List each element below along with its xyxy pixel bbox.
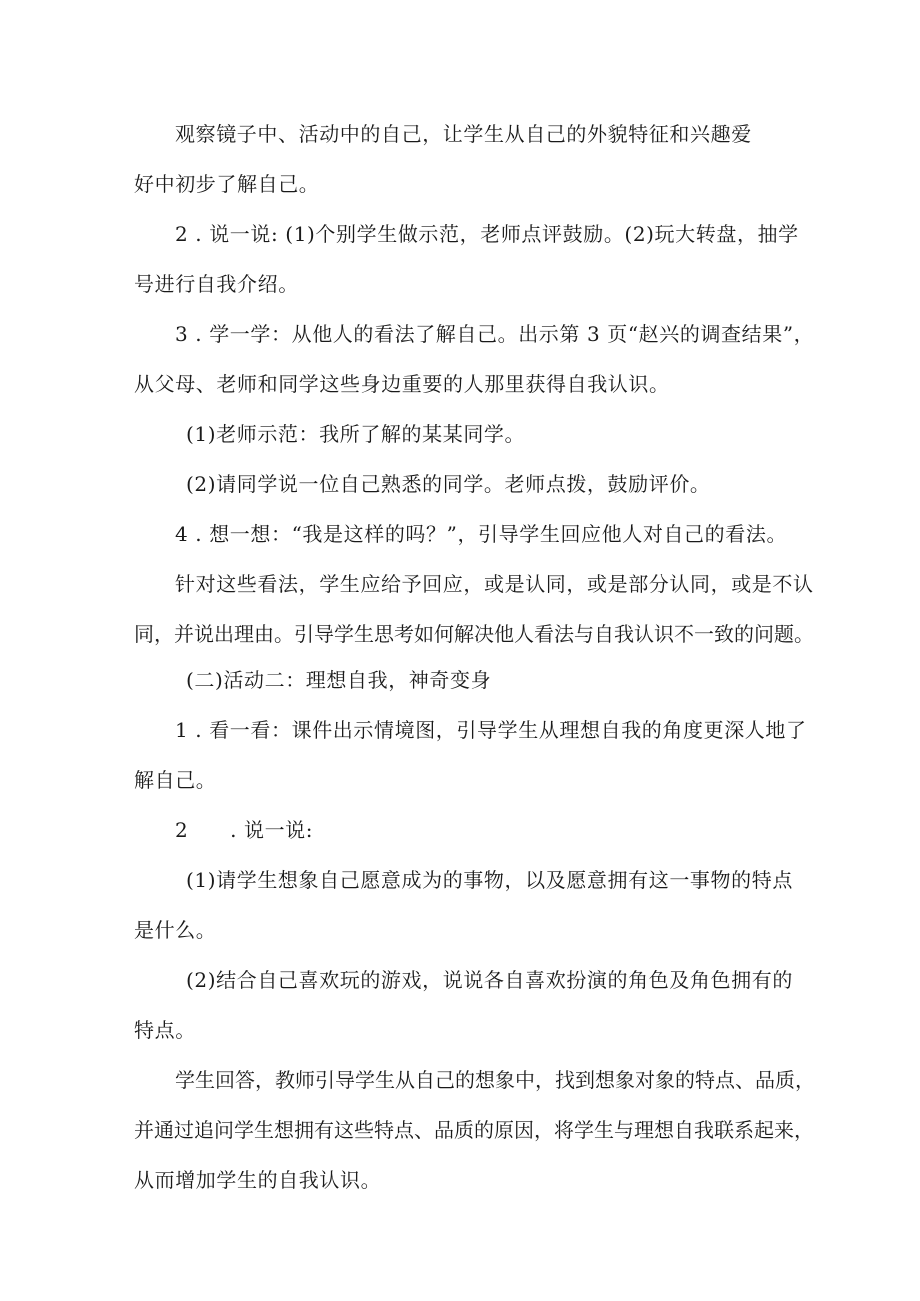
paragraph-line: (1)请学生想象自己愿意成为的事物，以及愿意拥有这一事物的特点: [186, 868, 793, 892]
paragraph-line: 特点。: [134, 1018, 196, 1042]
paragraph-line: 2 . 说一说:: [175, 818, 314, 842]
paragraph-line: 号进行自我介绍。: [134, 272, 299, 296]
paragraph-line: 并通过追问学生想拥有这些特点、品质的原因，将学生与理想自我联系起来，: [134, 1118, 814, 1142]
paragraph-line: 1 . 看一看：课件出示情境图，引导学生从理想自我的角度更深人地了: [175, 718, 807, 742]
paragraph-line: 4 . 想一想：“我是这样的吗？”，引导学生回应他人对自己的看法。: [175, 522, 788, 546]
paragraph-line: 解自己。: [134, 768, 217, 792]
paragraph-line: (1)老师示范：我所了解的某某同学。: [186, 422, 526, 446]
paragraph-line: 从父母、老师和同学这些身边重要的人那里获得自我认识。: [134, 372, 670, 396]
paragraph-line: 同，并说出理由。引导学生思考如何解决他人看法与自我认识不一致的问题。: [134, 622, 814, 646]
paragraph-line: (2)请同学说一位自己熟悉的同学。老师点拨，鼓励评价。: [186, 472, 711, 496]
paragraph-line: 针对这些看法，学生应给予回应，或是认同，或是部分认同，或是不认: [175, 572, 814, 596]
paragraph-line: 观察镜子中、活动中的自己，让学生从自己的外貌特征和兴趣爱: [175, 122, 752, 146]
paragraph-line: 是什么。: [134, 918, 217, 942]
paragraph-line: 学生回答，教师引导学生从自己的想象中，找到想象对象的特点、品质，: [175, 1068, 815, 1092]
paragraph-line: (2)结合自己喜欢玩的游戏，说说各自喜欢扮演的角色及角色拥有的: [186, 968, 793, 992]
paragraph-line: 好中初步了解自己。: [134, 172, 320, 196]
paragraph-line: 2 . 说一说: (1)个别学生做示范，老师点评鼓励。(2)玩大转盘，抽学: [175, 222, 799, 246]
paragraph-line: 从而增加学生的自我认识。: [134, 1168, 382, 1192]
section-heading: (二)活动二：理想自我，神奇变身: [186, 668, 492, 692]
paragraph-line: 3 . 学一学：从他人的看法了解自己。出示第 3 页“赵兴的调查结果”，: [175, 322, 815, 346]
